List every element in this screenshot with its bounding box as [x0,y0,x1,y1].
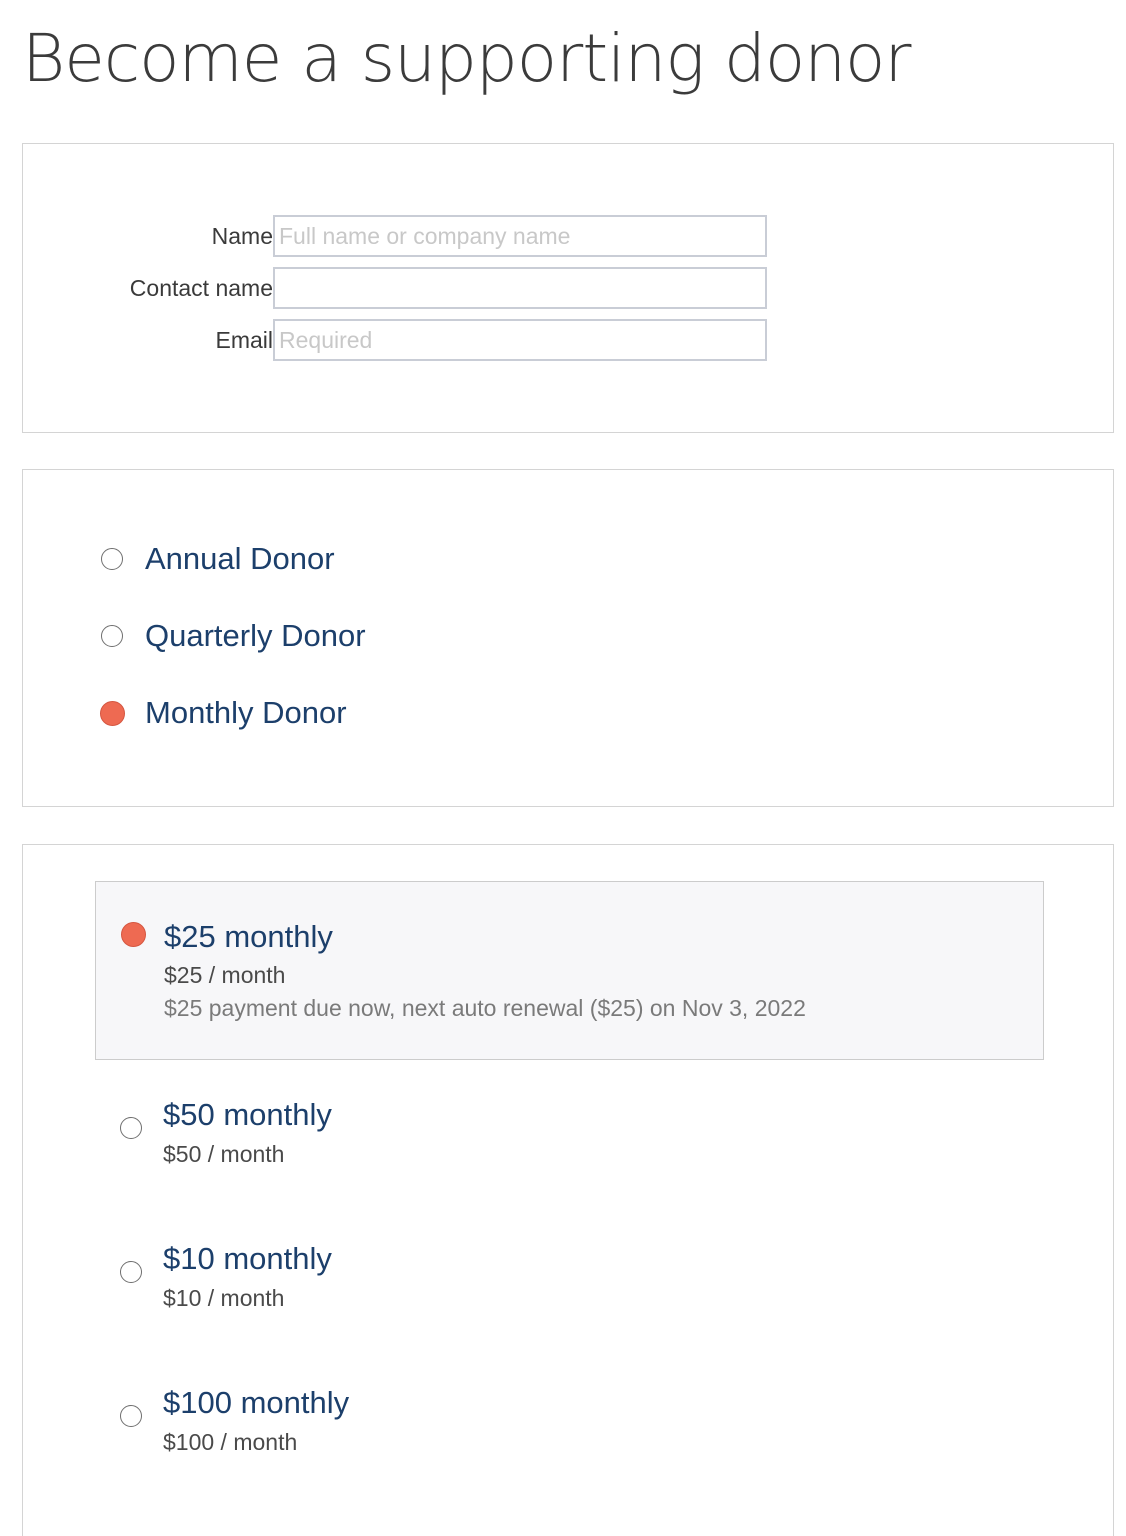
amount-option-100[interactable] [95,1385,1044,1465]
amount-100-radio[interactable] [120,1405,142,1427]
amount-100-price: $100 / month [163,1429,298,1455]
amount-option-25[interactable] [95,881,1044,1060]
contact-panel [22,143,1114,433]
monthly-donor-label[interactable]: Monthly Donor [145,695,347,730]
email-label: Email [215,327,273,353]
amount-50-radio[interactable] [120,1117,142,1139]
donor-type-panel [22,469,1114,807]
amount-50-title[interactable]: $50 monthly [163,1097,332,1132]
amount-25-note: $25 payment due now, next auto renewal ($25) on Nov 3, 2022 [164,995,806,1021]
contact-name-label: Contact name [129,275,273,301]
name-field-row [23,215,783,257]
amount-option-50[interactable] [95,1097,1044,1177]
amount-10-title[interactable]: $10 monthly [163,1241,332,1276]
page-title: Become a supporting donor [22,20,911,97]
annual-donor-radio[interactable] [101,548,123,570]
contact-name-input[interactable] [273,267,767,309]
contact-name-field-row [23,267,783,309]
email-input[interactable] [273,319,767,361]
amount-panel [22,844,1114,1536]
amount-25-radio[interactable] [121,922,146,947]
amount-25-price: $25 / month [164,962,286,988]
quarterly-donor-label[interactable]: Quarterly Donor [145,618,366,653]
annual-donor-label[interactable]: Annual Donor [145,541,335,576]
amount-100-title[interactable]: $100 monthly [163,1385,350,1420]
amount-option-10[interactable] [95,1241,1044,1321]
name-label: Name [211,223,273,249]
donor-type-option-quarterly[interactable] [99,619,699,659]
monthly-donor-radio[interactable] [100,701,125,726]
quarterly-donor-radio[interactable] [101,625,123,647]
donor-type-option-monthly[interactable] [99,696,699,736]
name-input[interactable] [273,215,767,257]
donor-type-option-annual[interactable] [99,542,699,582]
email-field-row [23,319,783,361]
amount-50-price: $50 / month [163,1141,285,1167]
amount-25-title[interactable]: $25 monthly [164,919,333,954]
amount-10-price: $10 / month [163,1285,285,1311]
amount-10-radio[interactable] [120,1261,142,1283]
